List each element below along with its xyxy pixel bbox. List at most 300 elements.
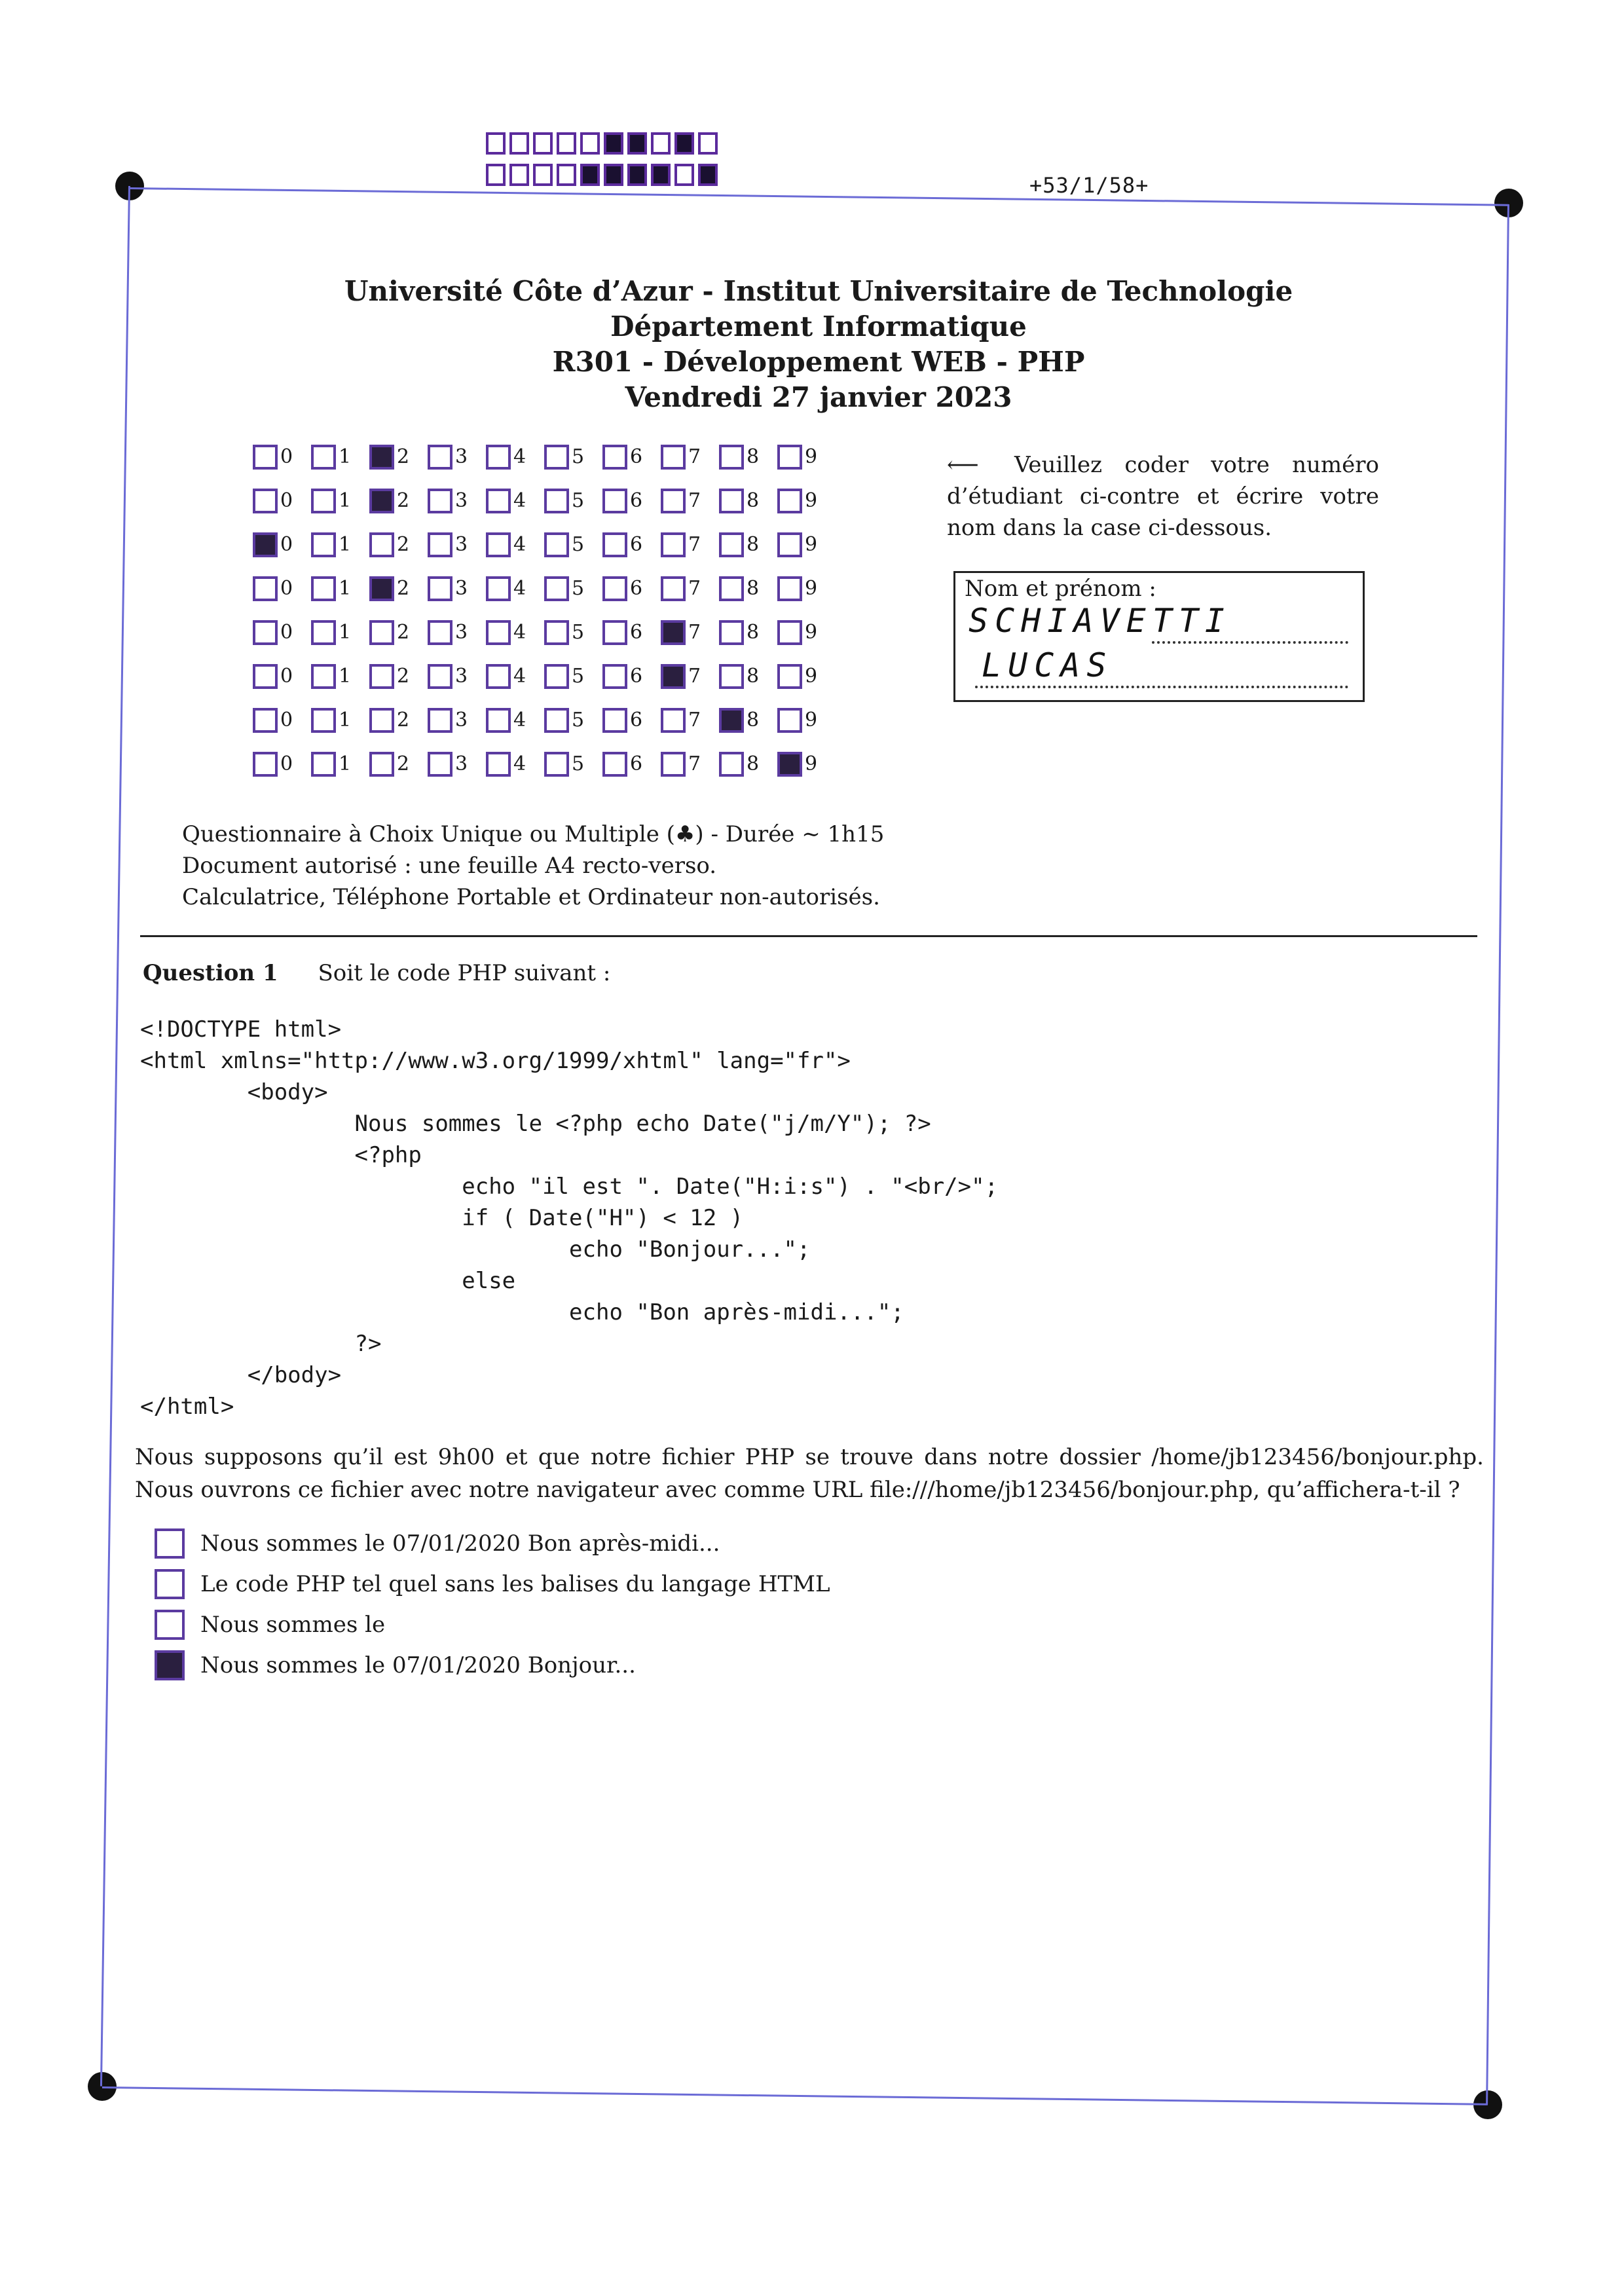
student-number-row: [253, 698, 836, 742]
digit-checkbox[interactable]: [428, 576, 452, 601]
question-heading: [143, 960, 610, 986]
digit-label: 5: [572, 533, 585, 556]
barcode-cell: [698, 132, 718, 155]
digit-checkbox[interactable]: [369, 708, 394, 733]
digit-label: 1: [339, 752, 352, 775]
digit-option: [486, 708, 544, 733]
frame-top: [130, 187, 1509, 206]
digit-option: [486, 489, 544, 513]
digit-checkbox[interactable]: [777, 664, 802, 689]
digit-checkbox[interactable]: [719, 576, 744, 601]
barcode-cell: [486, 164, 506, 186]
digit-option: [719, 489, 777, 513]
barcode-row-1: [486, 132, 722, 155]
digit-option: [311, 445, 369, 470]
digit-label: 7: [688, 709, 701, 731]
digit-checkbox[interactable]: [253, 708, 278, 733]
digit-checkbox[interactable]: [777, 620, 802, 645]
digit-label: 0: [280, 709, 293, 731]
digit-checkbox[interactable]: [719, 489, 744, 513]
digit-option: [253, 576, 311, 601]
answer-text: Nous sommes le: [200, 1612, 386, 1638]
student-number-row: [253, 742, 836, 786]
exam-info-format: Questionnaire à Choix Unique ou Multiple (♣) - Durée ∼ 1h15: [182, 821, 885, 847]
digit-checkbox[interactable]: [486, 576, 511, 601]
frame-right: [1486, 204, 1509, 2105]
answer-option[interactable]: [155, 1523, 830, 1564]
digit-option: [311, 708, 369, 733]
digit-label: 2: [397, 489, 410, 512]
digit-option: [253, 532, 311, 557]
digit-label: 3: [455, 709, 468, 731]
question-number: Question 1: [143, 960, 278, 986]
digit-option: [602, 620, 661, 645]
code-block: <!DOCTYPE html> <html xmlns="http://www.w3.org/1999/xhtml" lang="fr"> <body> Nous sommes le <?php echo Date("j/m/Y"); ?> <?php echo "il est ". Date("H:i:s") . "<br/>"; if ( Date("H") < 12 ) echo "Bonjour..."; else echo "Bon après-midi..."; ?> </body> </html>: [140, 1016, 999, 1420]
digit-label: 5: [572, 709, 585, 731]
handwritten-surname: SCHIAVETTI: [969, 602, 1232, 640]
digit-checkbox[interactable]: [719, 752, 744, 777]
digit-checkbox[interactable]: [253, 620, 278, 645]
digit-option: [311, 620, 369, 645]
digit-checkbox[interactable]: [602, 445, 627, 470]
header-course: R301 - Développement WEB - PHP: [552, 346, 1085, 378]
digit-label: 1: [339, 533, 352, 556]
digit-label: 5: [572, 489, 585, 512]
frame-left: [100, 186, 130, 2086]
digit-label: 4: [513, 489, 526, 512]
digit-option: [486, 576, 544, 601]
digit-label: 3: [455, 752, 468, 775]
digit-checkbox[interactable]: [486, 489, 511, 513]
digit-label: 5: [572, 752, 585, 775]
digit-option: [602, 752, 661, 777]
digit-label: 6: [630, 577, 643, 600]
barcode-cell: [557, 132, 576, 155]
barcode-cell: [698, 164, 718, 186]
digit-label: 3: [455, 489, 468, 512]
digit-checkbox[interactable]: [661, 620, 686, 645]
frame-bottom: [102, 2086, 1488, 2105]
digit-label: 6: [630, 621, 643, 644]
instructions: [947, 449, 1379, 544]
digit-option: [311, 489, 369, 513]
digit-label: 9: [805, 665, 818, 688]
digit-checkbox[interactable]: [486, 708, 511, 733]
header-date: Vendredi 27 janvier 2023: [625, 381, 1012, 413]
digit-option: [719, 708, 777, 733]
digit-label: 0: [280, 752, 293, 775]
digit-option: [777, 708, 836, 733]
digit-label: 1: [339, 489, 352, 512]
digit-option: [661, 708, 719, 733]
digit-option: [428, 708, 486, 733]
digit-checkbox[interactable]: [661, 752, 686, 777]
digit-option: [544, 664, 602, 689]
digit-checkbox[interactable]: [777, 752, 802, 777]
digit-option: [661, 752, 719, 777]
digit-checkbox[interactable]: [544, 576, 569, 601]
digit-label: 4: [513, 752, 526, 775]
digit-option: [544, 576, 602, 601]
barcode-cell: [627, 164, 647, 186]
digit-checkbox[interactable]: [311, 664, 336, 689]
digit-checkbox[interactable]: [719, 620, 744, 645]
digit-label: 6: [630, 533, 643, 556]
digit-checkbox[interactable]: [311, 708, 336, 733]
digit-option: [428, 664, 486, 689]
digit-label: 2: [397, 621, 410, 644]
digit-option: [719, 664, 777, 689]
digit-checkbox[interactable]: [602, 752, 627, 777]
answer-option[interactable]: [155, 1645, 830, 1686]
digit-option: [311, 576, 369, 601]
digit-checkbox[interactable]: [544, 664, 569, 689]
digit-label: 7: [688, 752, 701, 775]
digit-option: [311, 752, 369, 777]
answer-checkbox[interactable]: [155, 1528, 185, 1559]
digit-option: [602, 489, 661, 513]
digit-option: [428, 489, 486, 513]
digit-checkbox[interactable]: [777, 489, 802, 513]
digit-checkbox[interactable]: [428, 489, 452, 513]
digit-option: [428, 445, 486, 470]
digit-option: [369, 576, 428, 601]
digit-label: 7: [688, 533, 701, 556]
digit-option: [661, 489, 719, 513]
digit-label: 8: [747, 665, 760, 688]
digit-label: 7: [688, 665, 701, 688]
digit-option: [602, 576, 661, 601]
digit-label: 1: [339, 445, 352, 468]
digit-checkbox[interactable]: [369, 445, 394, 470]
digit-option: [369, 708, 428, 733]
digit-checkbox[interactable]: [369, 532, 394, 557]
digit-option: [777, 532, 836, 557]
digit-label: 8: [747, 489, 760, 512]
digit-option: [253, 620, 311, 645]
answer-text: Nous sommes le 07/01/2020 Bonjour...: [200, 1652, 636, 1678]
digit-label: 4: [513, 445, 526, 468]
digit-checkbox[interactable]: [777, 708, 802, 733]
name-dotted-line-2: [975, 686, 1348, 688]
digit-option: [486, 445, 544, 470]
barcode-cell: [651, 132, 671, 155]
digit-option: [719, 532, 777, 557]
digit-label: 6: [630, 665, 643, 688]
barcode-cell: [604, 164, 623, 186]
digit-label: 8: [747, 709, 760, 731]
digit-checkbox[interactable]: [544, 532, 569, 557]
digit-checkbox[interactable]: [602, 489, 627, 513]
barcode-cell: [651, 164, 671, 186]
digit-label: 1: [339, 577, 352, 600]
digit-checkbox[interactable]: [486, 620, 511, 645]
digit-option: [661, 532, 719, 557]
answer-option[interactable]: [155, 1604, 830, 1645]
digit-checkbox[interactable]: [311, 489, 336, 513]
digit-option: [369, 752, 428, 777]
digit-checkbox[interactable]: [311, 532, 336, 557]
digit-label: 0: [280, 665, 293, 688]
digit-option: [661, 445, 719, 470]
digit-option: [253, 752, 311, 777]
barcode-cell: [557, 164, 576, 186]
student-number-row: [253, 566, 836, 610]
digit-label: 6: [630, 752, 643, 775]
digit-option: [602, 708, 661, 733]
digit-checkbox[interactable]: [369, 620, 394, 645]
digit-option: [777, 752, 836, 777]
digit-label: 0: [280, 489, 293, 512]
digit-checkbox[interactable]: [486, 664, 511, 689]
digit-checkbox[interactable]: [544, 708, 569, 733]
digit-label: 5: [572, 621, 585, 644]
digit-option: [719, 752, 777, 777]
digit-option: [602, 664, 661, 689]
question-paragraph: Nous supposons qu’il est 9h00 et que notre fichier PHP se trouve dans notre dossier /home/jb123456/bonjour.php. Nous ouvrons ce fichier avec notre navigateur avec comme URL file:///home/jb123456/bonjour.php, qu’affichera-t-il ?: [135, 1444, 1484, 1503]
digit-label: 9: [805, 489, 818, 512]
digit-label: 1: [339, 665, 352, 688]
barcode-cell: [533, 164, 553, 186]
exam-info: [182, 819, 884, 913]
digit-checkbox[interactable]: [719, 532, 744, 557]
digit-checkbox[interactable]: [661, 664, 686, 689]
digit-option: [428, 752, 486, 777]
header-department: Département Informatique: [610, 310, 1027, 343]
digit-option: [544, 489, 602, 513]
digit-option: [486, 620, 544, 645]
digit-label: 8: [747, 533, 760, 556]
barcode-cell: [580, 132, 600, 155]
student-number-row: [253, 435, 836, 479]
digit-checkbox[interactable]: [253, 576, 278, 601]
digit-checkbox[interactable]: [661, 708, 686, 733]
instructions-text: Veuillez coder votre numéro d’étudiant ci-contre et écrire votre nom dans la case ci-dessous.: [947, 452, 1380, 541]
name-box[interactable]: [953, 571, 1365, 702]
digit-checkbox[interactable]: [253, 664, 278, 689]
digit-option: [544, 752, 602, 777]
barcode-row-2: [486, 164, 722, 186]
digit-option: [661, 576, 719, 601]
digit-checkbox[interactable]: [428, 708, 452, 733]
exam-info-document: Document autorisé : une feuille A4 recto-verso.: [182, 853, 717, 879]
digit-label: 7: [688, 577, 701, 600]
digit-checkbox[interactable]: [719, 445, 744, 470]
digit-option: [777, 445, 836, 470]
digit-label: 2: [397, 577, 410, 600]
digit-option: [253, 445, 311, 470]
digit-option: [369, 532, 428, 557]
answer-checkbox[interactable]: [155, 1650, 185, 1680]
barcode-cell: [604, 132, 623, 155]
digit-option: [544, 532, 602, 557]
digit-checkbox[interactable]: [661, 576, 686, 601]
digit-checkbox[interactable]: [602, 664, 627, 689]
digit-checkbox[interactable]: [428, 532, 452, 557]
digit-label: 5: [572, 577, 585, 600]
student-number-row: [253, 479, 836, 523]
digit-checkbox[interactable]: [777, 576, 802, 601]
digit-checkbox[interactable]: [544, 620, 569, 645]
digit-option: [777, 576, 836, 601]
digit-option: [544, 445, 602, 470]
handwritten-firstname: LUCAS: [982, 646, 1113, 684]
digit-option: [602, 532, 661, 557]
digit-checkbox[interactable]: [428, 445, 452, 470]
digit-label: 1: [339, 709, 352, 731]
digit-label: 4: [513, 709, 526, 731]
barcode-cell: [486, 132, 506, 155]
digit-checkbox[interactable]: [544, 489, 569, 513]
digit-option: [369, 620, 428, 645]
barcode-cell: [509, 132, 529, 155]
digit-checkbox[interactable]: [311, 620, 336, 645]
digit-checkbox[interactable]: [661, 532, 686, 557]
left-arrow-icon: ⟵: [947, 452, 979, 478]
digit-option: [719, 445, 777, 470]
answer-option[interactable]: [155, 1564, 830, 1604]
student-number-row: [253, 654, 836, 698]
digit-label: 5: [572, 445, 585, 468]
barcode-cell: [509, 164, 529, 186]
digit-label: 2: [397, 665, 410, 688]
digit-checkbox[interactable]: [369, 664, 394, 689]
digit-option: [428, 532, 486, 557]
digit-label: 3: [455, 445, 468, 468]
digit-label: 9: [805, 709, 818, 731]
question-intro: Soit le code PHP suivant :: [318, 960, 611, 986]
digit-checkbox[interactable]: [719, 708, 744, 733]
digit-label: 3: [455, 665, 468, 688]
digit-checkbox[interactable]: [777, 532, 802, 557]
digit-option: [253, 489, 311, 513]
digit-checkbox[interactable]: [369, 576, 394, 601]
digit-label: 3: [455, 577, 468, 600]
digit-label: 6: [630, 709, 643, 731]
digit-option: [486, 532, 544, 557]
digit-option: [661, 664, 719, 689]
digit-label: 0: [280, 577, 293, 600]
digit-label: 9: [805, 533, 818, 556]
digit-checkbox[interactable]: [311, 752, 336, 777]
digit-option: [544, 620, 602, 645]
student-number-row: [253, 610, 836, 654]
digit-label: 9: [805, 621, 818, 644]
digit-label: 3: [455, 621, 468, 644]
digit-checkbox[interactable]: [311, 576, 336, 601]
digit-checkbox[interactable]: [369, 752, 394, 777]
digit-checkbox[interactable]: [602, 576, 627, 601]
digit-label: 7: [688, 621, 701, 644]
digit-label: 2: [397, 752, 410, 775]
digit-checkbox[interactable]: [719, 664, 744, 689]
name-dotted-line-1: [1152, 641, 1348, 644]
digit-option: [253, 708, 311, 733]
digit-option: [369, 664, 428, 689]
digit-label: 1: [339, 621, 352, 644]
digit-option: [428, 576, 486, 601]
digit-checkbox[interactable]: [544, 445, 569, 470]
digit-checkbox[interactable]: [602, 532, 627, 557]
digit-label: 2: [397, 709, 410, 731]
digit-checkbox[interactable]: [661, 489, 686, 513]
digit-label: 2: [397, 445, 410, 468]
digit-checkbox[interactable]: [311, 445, 336, 470]
divider: [140, 935, 1477, 937]
answer-checkbox[interactable]: [155, 1610, 185, 1640]
digit-label: 7: [688, 489, 701, 512]
page-id: +53/1/58+: [1029, 173, 1149, 198]
digit-label: 4: [513, 665, 526, 688]
digit-checkbox[interactable]: [428, 664, 452, 689]
digit-option: [311, 532, 369, 557]
digit-checkbox[interactable]: [486, 752, 511, 777]
digit-checkbox[interactable]: [253, 752, 278, 777]
digit-option: [719, 620, 777, 645]
digit-option: [253, 664, 311, 689]
digit-option: [777, 664, 836, 689]
digit-option: [777, 620, 836, 645]
digit-label: 0: [280, 445, 293, 468]
digit-label: 9: [805, 752, 818, 775]
barcode-cell: [627, 132, 647, 155]
digit-checkbox[interactable]: [602, 620, 627, 645]
digit-checkbox[interactable]: [428, 752, 452, 777]
digit-checkbox[interactable]: [253, 445, 278, 470]
digit-label: 4: [513, 621, 526, 644]
digit-option: [602, 445, 661, 470]
digit-checkbox[interactable]: [428, 620, 452, 645]
digit-checkbox[interactable]: [486, 445, 511, 470]
digit-checkbox[interactable]: [486, 532, 511, 557]
digit-label: 5: [572, 665, 585, 688]
exam-info-devices: Calculatrice, Téléphone Portable et Ordinateur non-autorisés.: [182, 884, 880, 910]
digit-option: [369, 489, 428, 513]
digit-label: 0: [280, 621, 293, 644]
digit-label: 4: [513, 533, 526, 556]
digit-label: 9: [805, 445, 818, 468]
digit-label: 0: [280, 533, 293, 556]
digit-option: [428, 620, 486, 645]
answer-list: [155, 1523, 830, 1686]
answer-text: Le code PHP tel quel sans les balises du langage HTML: [200, 1571, 830, 1597]
digit-option: [777, 489, 836, 513]
digit-checkbox[interactable]: [602, 708, 627, 733]
digit-label: 8: [747, 752, 760, 775]
digit-checkbox[interactable]: [253, 532, 278, 557]
digit-label: 7: [688, 445, 701, 468]
header-university: Université Côte d’Azur - Institut Universitaire de Technologie: [344, 275, 1293, 307]
digit-label: 6: [630, 445, 643, 468]
answer-checkbox[interactable]: [155, 1569, 185, 1599]
digit-option: [661, 620, 719, 645]
answer-text: Nous sommes le 07/01/2020 Bon après-midi...: [200, 1530, 720, 1557]
digit-label: 6: [630, 489, 643, 512]
barcode-cell: [580, 164, 600, 186]
digit-option: [544, 708, 602, 733]
digit-option: [369, 445, 428, 470]
digit-checkbox[interactable]: [777, 445, 802, 470]
student-number-grid[interactable]: [253, 435, 836, 786]
digit-label: 2: [397, 533, 410, 556]
digit-checkbox[interactable]: [544, 752, 569, 777]
name-label: Nom et prénom :: [965, 576, 1156, 602]
barcode-cell: [674, 132, 694, 155]
digit-label: 8: [747, 621, 760, 644]
digit-checkbox[interactable]: [369, 489, 394, 513]
digit-checkbox[interactable]: [661, 445, 686, 470]
digit-checkbox[interactable]: [253, 489, 278, 513]
